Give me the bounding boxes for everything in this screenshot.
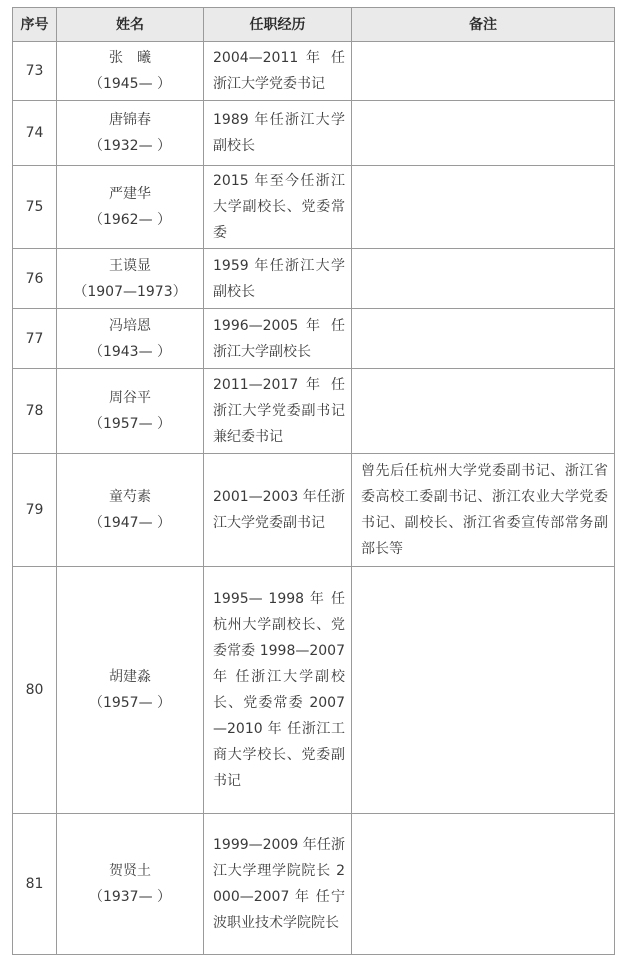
cell-career: 2015 年至今任浙江大学副校长、党委常委 [204, 166, 352, 249]
table-row [13, 42, 615, 101]
header-row [13, 8, 615, 42]
cell-no: 75 [13, 166, 57, 249]
cell-note [352, 42, 615, 101]
cell-note [352, 567, 615, 814]
header-note: 备注 [352, 8, 615, 42]
cell-career: 1999—2009 年任浙江大学理学院院长 2000—2007 年 任宁波职业技术学院院长 [204, 814, 352, 955]
cell-name [57, 101, 204, 166]
cell-name [57, 249, 204, 309]
cell-no: 79 [13, 454, 57, 567]
cell-name [57, 309, 204, 369]
person-name: 张 曦 [109, 50, 151, 66]
table-body [13, 42, 615, 955]
cell-career: 1989 年任浙江大学副校长 [204, 101, 352, 166]
cell-name [57, 369, 204, 454]
table-row [13, 249, 615, 309]
person-name: 周谷平 [109, 390, 151, 406]
cell-name [57, 454, 204, 567]
cell-career: 2001—2003 年任浙江大学党委副书记 [204, 454, 352, 567]
table-header [13, 8, 615, 42]
table-row [13, 814, 615, 955]
person-name: 唐锦春 [109, 112, 151, 128]
cell-note [352, 309, 615, 369]
cell-no: 81 [13, 814, 57, 955]
person-name: 冯培恩 [109, 317, 151, 334]
cell-note: 曾先后任杭州大学党委副书记、浙江省委高校工委副书记、浙江农业大学党委书记、副校长、浙江省委宣传部常务副部长等 [352, 454, 615, 567]
person-years: （1932— ） [88, 138, 172, 154]
cell-note [352, 369, 615, 454]
cell-career: 1996—2005 年 任浙江大学副校长 [204, 309, 352, 369]
cell-name [57, 814, 204, 955]
cell-career: 1959 年任浙江大学副校长 [204, 249, 352, 309]
cell-note [352, 166, 615, 249]
table-row [13, 454, 615, 567]
cell-note [352, 249, 615, 309]
table-row [13, 369, 615, 454]
cell-no: 80 [13, 567, 57, 814]
header-career: 任职经历 [204, 8, 352, 42]
cell-career: 1995— 1998 年 任杭州大学副校长、党委常委 1998—2007 年 任浙江大学副校长、党委常委 2007—2010 年 任浙江工商大学校长、党委副书记 [204, 567, 352, 814]
cell-note [352, 814, 615, 955]
record-table [12, 7, 615, 955]
table-row [13, 166, 615, 249]
person-years: （1957— ） [88, 695, 172, 711]
cell-no: 77 [13, 309, 57, 369]
person-name: 童芍素 [109, 489, 151, 505]
cell-career: 2004—2011 年 任浙江大学党委书记 [204, 42, 352, 101]
header-name: 姓名 [57, 8, 204, 42]
person-years: （1947— ） [88, 515, 172, 531]
cell-name [57, 567, 204, 814]
cell-no: 76 [13, 249, 57, 309]
person-name: 胡建淼 [109, 669, 151, 685]
person-name: 严建华 [109, 186, 151, 202]
cell-name [57, 166, 204, 249]
person-years: （1937— ） [88, 889, 172, 905]
person-years: （1907—1973） [73, 283, 187, 300]
person-years: （1945— ） [88, 76, 172, 92]
table-row [13, 567, 615, 814]
person-name: 王谟显 [109, 257, 151, 274]
cell-note [352, 101, 615, 166]
cell-no: 78 [13, 369, 57, 454]
record-table-container [12, 7, 615, 955]
cell-no: 74 [13, 101, 57, 166]
header-no: 序号 [13, 8, 57, 42]
person-name: 贺贤土 [109, 863, 151, 879]
person-years: （1943— ） [88, 343, 172, 360]
table-row [13, 101, 615, 166]
cell-career: 2011—2017 年 任浙江大学党委副书记兼纪委书记 [204, 369, 352, 454]
table-row [13, 309, 615, 369]
cell-name [57, 42, 204, 101]
person-years: （1962— ） [88, 212, 172, 228]
person-years: （1957— ） [88, 416, 172, 432]
cell-no: 73 [13, 42, 57, 101]
